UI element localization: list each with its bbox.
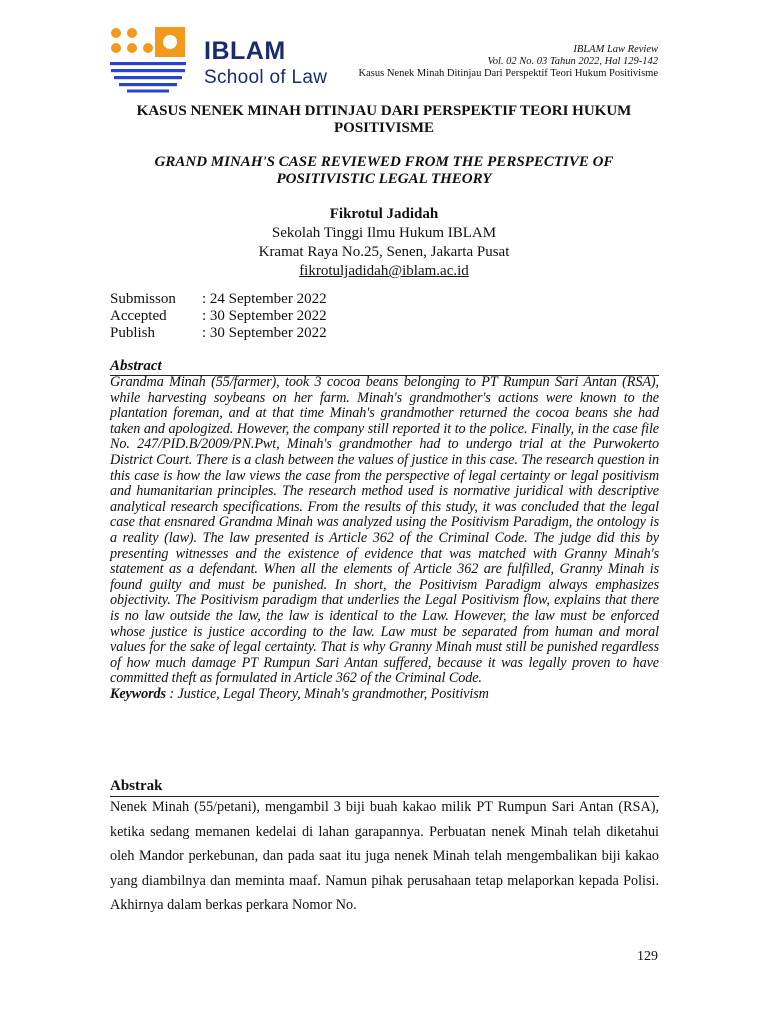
keywords-list: : Justice, Legal Theory, Minah's grandmother, Positivism [165, 685, 489, 702]
running-title: Kasus Nenek Minah Ditinjau Dari Perspektif Teori Hukum Positivisme [358, 68, 658, 79]
abstract-text [110, 375, 659, 702]
accepted-value: : 30 September 2022 [202, 308, 327, 324]
accepted-row [110, 308, 327, 325]
author-name: Fikrotul Jadidah [329, 206, 439, 222]
journal-name: IBLAM Law Review [573, 44, 658, 55]
author-institution: Sekolah Tinggi Ilmu Hukum IBLAM [271, 225, 497, 241]
submission-label: Submisson [110, 291, 176, 307]
abstract-heading: Abstract [110, 358, 162, 374]
iblam-logo [110, 27, 350, 93]
author-email-link[interactable]: fikrotuljadidah@iblam.ac.id [299, 263, 469, 279]
author-address: Kramat Raya No.25, Senen, Jakarta Pusat [258, 244, 510, 260]
abstrak-body: Nenek Minah (55/petani), mengambil 3 biji buah kakao milik PT Rumpun Sari Antan (RSA), ketika sedang memanen kedelai di lahan garapannya. Perbuatan nenek Minah telah diketahui oleh Mandor perkebunan, dan pada saat itu juga nenek Minah telah mengembalikan biji kakao yang diambilnya dan meminta maaf. Namun pihak perusahaan tetap melaporkan kepada Polisi. Akhirnya dalam berkas perkara Nomor No. [110, 799, 659, 914]
title-indonesian: KASUS NENEK MINAH DITINJAU DARI PERSPEKTIF TEORI HUKUM POSITIVISME [136, 103, 632, 136]
abstrak-heading: Abstrak [110, 778, 163, 794]
logo-name: IBLAM [204, 37, 286, 65]
dates-block [110, 291, 327, 342]
keywords-label: Keywords [110, 685, 166, 702]
journal-info [359, 44, 658, 80]
iblam-emblem-icon [110, 27, 200, 93]
publish-row [110, 325, 327, 342]
accepted-label: Accepted [110, 308, 167, 324]
title-english: GRAND MINAH'S CASE REVIEWED FROM THE PERSPECTIVE OF POSITIVISTIC LEGAL THEORY [154, 154, 614, 187]
volume-info: Vol. 02 No. 03 Tahun 2022, Hal 129-142 [487, 56, 658, 67]
publish-value: : 30 September 2022 [202, 325, 327, 341]
abstract-body: Grandma Minah (55/farmer), took 3 cocoa beans belonging to PT Rumpun Sari Antan (RSA), while harvesting soybeans on her farm. Minah's grandmother's actions were known to the plantation foreman, and at that time Minah's grandmother returned the cocoa beans she had taken and apologized. However, the company still reported it to the police. Finally, in the case file No. 247/PID.B/2009/PN.Pwt, Minah's grandmother had to undergo trial at the Purwokerto District Court. There is a clash between the values of justice in this case. The research question in this case is how the law views the case from the perspective of legal certainty or legal positivism and humanitarian principles. The research method used is normative juridical with descriptive analytical research specifications. From the results of this study, it was concluded that the legal case that ensnared Grandma Minah was analyzed using the Positivism Paradigm, the ontology is a reality (law). The law presented is Article 362 of the Criminal Code. The judge did this by presenting witnesses and the existence of evidence that was matched with Granny Minah's statement as a defendant. When all the elements of Article 362 are fulfilled, Granny Minah is found guilty and must be punished. In short, the Positivism Paradigm always emphasizes objectivity. The Positivism paradigm that underlies the Legal Positivism flow, explains that there is no law outside the law, the law is identical to the Law. However, the law must be enforced whose justice is justice according to the law. Law must be separated from human and moral values for the sake of legal certainty. That is why Granny Minah must still be punished regardless of how much damage PT Rumpun Sari Antan suffered, because it was legally proven to have committed theft as formulated in Article 362 of the Criminal Code. [110, 374, 659, 687]
submission-row [110, 291, 327, 308]
logo-subtitle: School of Law [204, 67, 328, 88]
author-block [110, 205, 658, 281]
publish-label: Publish [110, 325, 156, 341]
page-number: 129 [637, 949, 658, 964]
submission-value: : 24 September 2022 [202, 291, 327, 307]
